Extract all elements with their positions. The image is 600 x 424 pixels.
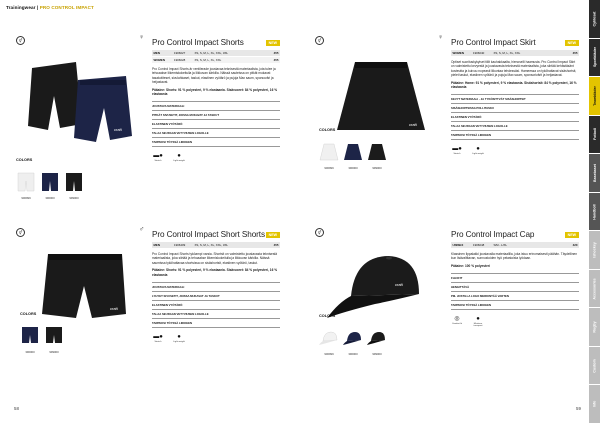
product-info [451, 38, 579, 155]
spec-sizes: XS, S, M, L, XL, XXL [492, 50, 561, 57]
rail-tab-label: Ishockey [592, 242, 597, 258]
product-info [451, 230, 579, 327]
spec-row [451, 242, 579, 249]
swatch-black[interactable] [44, 324, 64, 354]
spec-gender: MEN [152, 242, 172, 249]
spec-row [152, 242, 280, 249]
shorts-photo [26, 46, 136, 158]
swatch-black[interactable] [64, 170, 84, 200]
feature-list [152, 282, 280, 328]
new-badge: NEW [266, 40, 280, 46]
spec-code: 1906048 [471, 242, 491, 249]
color-swatches [20, 324, 64, 354]
spec-sizes: XS, S, M, L, XL, XXL, 3XL [193, 50, 262, 57]
moisture-transport-icon: ● Moisture transport [473, 316, 483, 328]
unisex-icon: ⚥ [16, 228, 25, 237]
colors-heading: COLORS [319, 314, 336, 318]
rail-tab-label: Handboll [592, 203, 597, 220]
colors-heading: COLORS [319, 128, 336, 132]
comfort-fit-icon: ◎ Comfort fit [451, 316, 463, 326]
light-weight-icon: ● Light weight [173, 153, 185, 163]
swatch-navy[interactable] [343, 140, 363, 170]
rail-tab-label: Custom [592, 358, 597, 373]
product-skirt [315, 30, 595, 225]
feature-item: JOUSTAVA MATERIAALI [152, 282, 280, 291]
light-weight-icon: ● Light weight [173, 334, 185, 344]
feature-item: ELASTINEN VYÖTÄRÖ [152, 300, 280, 309]
breadcrumb-separator: | [35, 5, 40, 10]
page-number-right: 59 [576, 406, 581, 411]
feature-icons [152, 152, 280, 162]
swatch-black[interactable] [367, 326, 387, 356]
gender-icon: ♂ [139, 226, 145, 233]
feature-item: KEVYT MATERIAALI - JA TYKÖSITTVÄT SISÄSHORTSIT [451, 94, 579, 103]
feature-item: ELASTINEN VYÖTÄRÖ [152, 119, 280, 128]
swatch-code: 390000 [348, 352, 358, 356]
product-info [152, 230, 280, 343]
rail-tab-label: Cyklosat [592, 11, 597, 27]
rail-tab-label: Teamkläder [592, 86, 597, 106]
swatch-code: 999000 [69, 196, 79, 200]
svg-text:craft: craft [114, 127, 122, 132]
svg-text:craft: craft [395, 282, 403, 287]
gender-icon: ♀ [139, 34, 145, 41]
page-number-left: 58 [14, 406, 19, 411]
feature-item: TALAA SEURAAN VETYVIUSEN LOGOLLE [451, 121, 579, 130]
swatch-white[interactable] [16, 170, 36, 200]
product-description: Pro Control Impact Shorts är ventilerade joustavaa teknisestä materiaalista, jota tulee ja tehoaakse liikemiskokeitulla ja liikkuvan kärkilla. Näissä sauteissa on pitkät mukavat tasakotiteset, sivulahkaset, taskut, elastinen vyötärö ja pujuja Max saum, sporsoväri ja heijastavat. [152, 67, 276, 85]
breadcrumb [6, 5, 94, 10]
product-shorts [16, 30, 296, 225]
feature-item: JOUSTAVA MATERIAALI [152, 101, 280, 110]
feature-item: FLEXFIT [451, 273, 579, 282]
product-description: Optiset suorituskykyiset tiilit kauhakkaalta, hienoselli haamusta. Pro Control Impact Skirt on valmistettu kevyestä ja joustavasta teknisestä materiaalista, joka siirtää kehästäsänt kosteutta ja kuivuu nopeasti liikuntaa tehdessäsi. Hameessa on tyköhattavat sisäshortsit, pielet taskut, elastinen vyötärö ja pujuja Max saum, sponsorivärit ja heijastavat. [451, 60, 577, 78]
gender-icon: ♀ [438, 34, 444, 41]
product-title: Pro Control Impact Cap [451, 230, 535, 239]
product-fabric: Pääaine: 100 % polyesteri [451, 263, 490, 268]
spec-row [451, 50, 579, 57]
feature-icons [451, 145, 579, 155]
color-swatches [319, 140, 387, 170]
feature-item: SISÄSHORTSISSA POLLITASKU [451, 103, 579, 112]
feature-item: TALAA SEURAAN VETYVIUSEN LOGOLLE [152, 309, 280, 318]
spec-price: 455 [561, 50, 579, 57]
feature-list [152, 101, 280, 147]
spec-gender: WOMEN [152, 57, 172, 64]
product-cap [315, 222, 595, 417]
spec-row [152, 57, 280, 64]
feature-item: PITKÄT SIVUSETIT, JOISSA MUKAVAT JA TASKUT [152, 110, 280, 119]
feature-item: TARPEKSI TÖYSSÄ LIIKKEEN [451, 130, 579, 140]
colors-heading: COLORS [20, 312, 37, 316]
feature-item: TARPEKSI TÖYSSÄ LIIKKEEN [451, 300, 579, 310]
swatch-code: 390000 [45, 196, 55, 200]
spec-table [152, 242, 280, 249]
feature-item: PIIL JOSTILLA LOGO MERKINTÄÄ VARTEN [451, 291, 579, 300]
product-fabric: Pääaine: Shorts: 91 % polyesteri, 9 % elastaania. Sisävuoret: 84 % polyesteri, 16 % elastaania [152, 87, 278, 97]
feature-icons [451, 315, 579, 327]
swatch-navy[interactable] [40, 170, 60, 200]
product-info [152, 38, 280, 162]
rail-tab-label: Accessories [592, 278, 597, 300]
feature-item: TALAA SEURAAN VETYVIUSEN LOGOLLE [152, 128, 280, 137]
spec-table [451, 242, 579, 249]
swatch-code: 999000 [372, 352, 382, 356]
feature-item: TARPEKSI TÖYSSÄ LIIKKEEN [152, 137, 280, 147]
color-swatches [16, 170, 84, 200]
feature-item: LYHYET SIVUSETIT, JOISSA MUKAVAT JA TASKUT [152, 291, 280, 300]
unisex-icon: ⚥ [16, 36, 25, 45]
rail-tab-label: Info [592, 400, 597, 408]
spec-sizes: XS, S, M, L, XL, XXL [193, 57, 262, 64]
color-swatches [319, 326, 387, 356]
swatch-navy[interactable] [20, 324, 40, 354]
product-fabric: Pääaine: Shorts: 91 % polyesteri, 9 % elastaania. Sisävuoret: 84 % polyesteri, 16 % elastaania [152, 268, 278, 277]
swatch-black[interactable] [367, 140, 387, 170]
svg-text:craft: craft [110, 306, 118, 311]
swatch-code: 900999 [21, 196, 31, 200]
spec-sizes: S/M - L/XL [492, 242, 561, 249]
breadcrumb-subsection[interactable]: PRO CONTROL IMPACT [39, 5, 94, 10]
spec-price: 455 [262, 242, 280, 249]
product-description: Pro Control Impact Shorts tyköampi varsia. Shortsit on valmistettu joustavasta teknisestä materiaalista, joka siirtää ja tehoaakse liikemiskokeitulla ja liikkuvan kärkilla. Näissä saumissa tyköhattavaa shortsissa on sisäshortsit, elastinen vyötärö, taskut. [152, 252, 278, 265]
stretch-icon: ▬● Stretch [153, 153, 163, 163]
spec-gender: UNISEX [451, 242, 471, 249]
feature-item: TARPEKSI TÖYSSÄ LIIKKEEN [152, 318, 280, 328]
colors-heading: COLORS [16, 158, 33, 162]
spec-price: 455 [262, 50, 280, 57]
feature-list [451, 273, 579, 310]
rail-tab-label: Sportkläder [592, 47, 597, 68]
rail-tab-label: Basebaset [592, 163, 597, 182]
light-weight-icon: ● Light weight [472, 146, 484, 156]
feature-item: HENGITTÄVÄ [451, 282, 579, 291]
product-fabric: Pääaine: Hame: 91 % polyesteri, 9 % elastaania. Sisäshortsit: 84 % polyesteri, 16 % elastaania [451, 80, 577, 90]
unisex-icon: ⚥ [315, 228, 324, 237]
spec-code: 1906040 [471, 50, 491, 57]
swatch-code: 999000 [49, 350, 59, 354]
product-short-shorts [16, 222, 296, 417]
swatch-navy[interactable] [343, 326, 363, 356]
product-title: Pro Control Impact Skirt [451, 38, 536, 47]
spec-price: 455 [262, 57, 280, 64]
swatch-white[interactable] [319, 140, 339, 170]
rail-tab-label: Fotboll [592, 128, 597, 141]
breadcrumb-section[interactable]: Trainingwear [6, 5, 36, 10]
swatch-code: 900999 [324, 352, 334, 356]
spec-table [451, 50, 579, 57]
spec-gender: WOMEN [451, 50, 471, 57]
unisex-icon: ⚥ [315, 36, 324, 45]
swatch-code: 390000 [25, 350, 35, 354]
swatch-code: 900999 [324, 166, 334, 170]
spec-code: 1906409 [172, 242, 192, 249]
new-badge: NEW [266, 232, 280, 238]
spec-table [152, 50, 280, 64]
new-badge: NEW [565, 40, 579, 46]
product-title: Pro Control Impact Short Shorts [152, 230, 265, 239]
spec-sizes: XS, S, M, L, XL, XXL, 3XL [193, 242, 262, 249]
product-description: Klassinen lippalakki joustavalla materiaalilla, joka istuu erinomaisesti päähän. Täydellinen kun lisävalittavan, sunnustoiden hyö pelastoista lyödaan. [451, 252, 578, 261]
spec-price: 420 [561, 242, 579, 249]
new-badge: NEW [565, 232, 579, 238]
stretch-icon: ▬● Stretch [153, 334, 163, 344]
spec-code: 1906028 [172, 57, 192, 64]
feature-icons [152, 333, 280, 343]
rail-tab-label: Rugby [592, 321, 597, 333]
spec-code: 1906027 [172, 50, 192, 57]
swatch-white[interactable] [319, 326, 339, 356]
swatch-code: 390000 [348, 166, 358, 170]
feature-list [451, 94, 579, 140]
feature-item: ELASTINEN VYÖTÄRÖ [451, 112, 579, 121]
spec-gender: MEN [152, 50, 172, 57]
svg-text:craft: craft [409, 122, 417, 127]
stretch-icon: ▬● Stretch [452, 146, 462, 156]
swatch-code: 999000 [372, 166, 382, 170]
product-title: Pro Control Impact Shorts [152, 38, 244, 47]
